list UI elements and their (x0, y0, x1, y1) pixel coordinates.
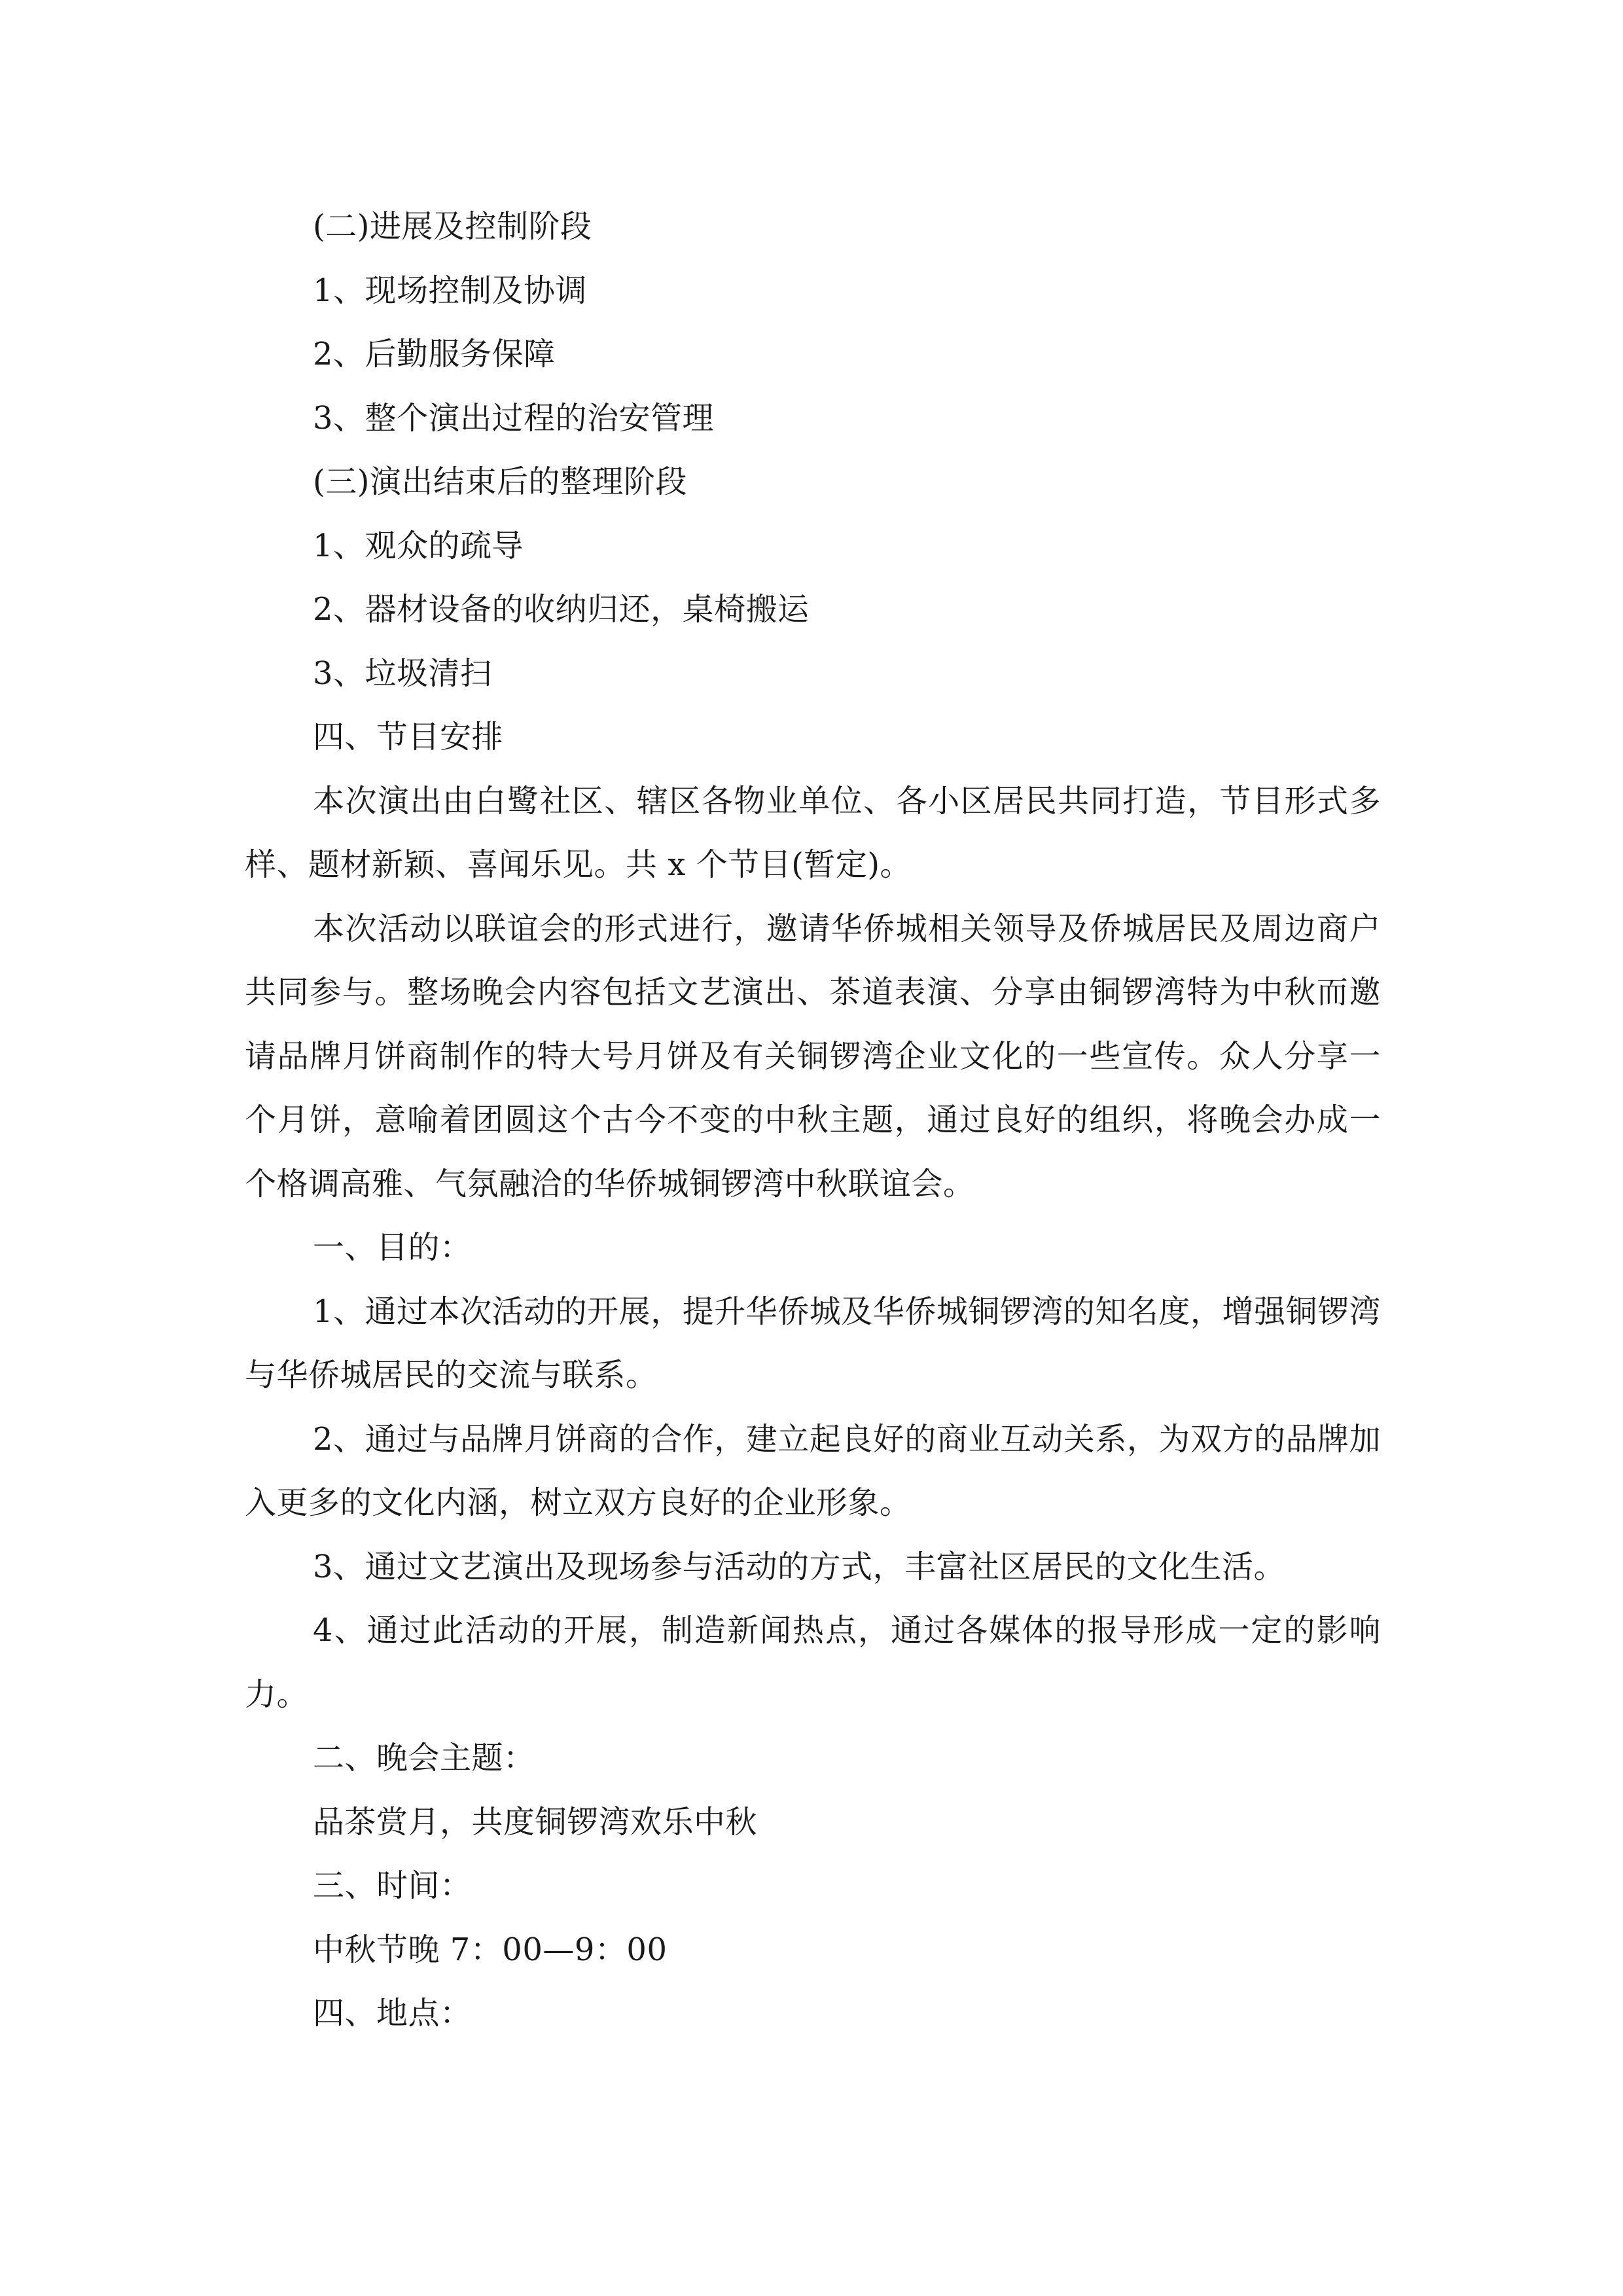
list-item: 1、现场控制及协调 (313, 272, 588, 309)
list-item: 3、整个演出过程的治安管理 (313, 399, 715, 437)
list-item: 2、通过与品牌月饼商的合作，建立起良好的商业互动关系，为双方的品牌加入更多的文化内涵，树立双方良好的企业形象。 (245, 1420, 1381, 1521)
section-heading-purpose: 一、目的： (313, 1229, 472, 1266)
list-item: 1、观众的疏导 (313, 527, 524, 564)
list-item: 3、垃圾清扫 (313, 655, 492, 692)
theme-text: 品茶赏月，共度铜锣湾欢乐中秋 (313, 1803, 758, 1840)
section-heading-time: 三、时间： (313, 1867, 472, 1904)
subheading-progress-control-stage: (二)进展及控制阶段 (313, 208, 592, 245)
subheading-post-show-stage: (三)演出结束后的整理阶段 (313, 463, 687, 500)
list-item: 3、通过文艺演出及现场参与活动的方式，丰富社区居民的文化生活。 (313, 1548, 1286, 1585)
body-paragraph: 本次演出由白鹭社区、辖区各物业单位、各小区居民共同打造，节目形式多样、题材新颖、喜闻乐见。共 x 个节目(暂定)。 (245, 782, 1381, 883)
document-body (245, 195, 1381, 2046)
list-item: 2、器材设备的收纳归还，桌椅搬运 (313, 591, 810, 628)
list-item: 2、后勤服务保障 (313, 336, 556, 372)
section-heading-program: 四、节目安排 (313, 719, 504, 755)
time-text: 中秋节晚 7：00—9：00 (313, 1931, 668, 1968)
section-heading-location: 四、地点： (313, 1995, 472, 2032)
section-heading-theme: 二、晚会主题： (313, 1740, 535, 1776)
list-item: 4、通过此活动的开展，制造新闻热点，通过各媒体的报导形成一定的影响力。 (245, 1612, 1381, 1713)
list-item: 1、通过本次活动的开展，提升华侨城及华侨城铜锣湾的知名度，增强铜锣湾与华侨城居民的交流与联系。 (245, 1293, 1381, 1393)
body-paragraph: 本次活动以联谊会的形式进行，邀请华侨城相关领导及侨城居民及周边商户共同参与。整场晚会内容包括文艺演出、茶道表演、分享由铜锣湾特为中秋而邀请品牌月饼商制作的特大号月饼及有关铜锣湾企业文化的一些宣传。众人分享一个月饼，意喻着团圆这个古今不变的中秋主题，通过良好的组织，将晚会办成一个格调高雅、气氛融洽的华侨城铜锣湾中秋联谊会。 (245, 910, 1381, 1202)
